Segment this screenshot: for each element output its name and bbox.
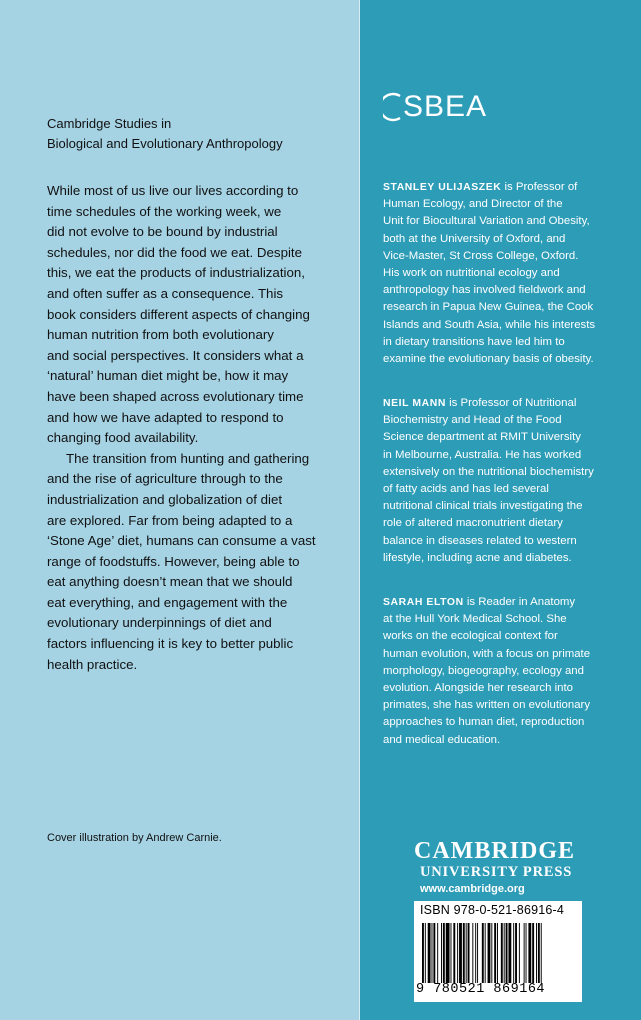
series-title-line: Cambridge Studies in [47,116,172,131]
bio-line: Islands and South Asia, while his interests [383,318,596,331]
barcode-bar [494,923,496,983]
barcode-bar [453,923,455,983]
blurb-line: The transition from hunting and gathering [66,450,310,466]
bio-line: Vice-Master, St Cross College, Oxford. [383,249,579,262]
c-logo-icon [383,90,403,124]
bio-line: evolution. Alongside her research into [383,682,573,695]
csbea-logo [383,90,487,124]
barcode-bar [446,923,450,983]
blurb-line: eat everything, and engagement with the [47,594,288,610]
barcode-bar [506,923,508,983]
bio-line: morphology, biogeography, ecology and [383,664,584,677]
blurb-line: evolutionary underpinnings of diet and [47,615,272,631]
bio-line: and medical education. [383,733,501,746]
barcode-bar [491,923,492,983]
cover-credit: Cover illustration by Andrew Carnie. [47,832,222,844]
barcode-bar [482,923,484,983]
bio-line: in dietary transitions have led him to [383,335,565,348]
bio-line: examine the evolutionary basis of obesity. [383,353,594,366]
bio-line-rest: is Professor of Nutritional [445,397,577,409]
bio-line: primates, she has written on evolutionary [383,699,591,712]
bio-line: in Melbourne, Australia. He has worked [383,448,582,461]
blurb-line: eat anything doesn’t mean that we should [47,574,293,590]
barcode-bar [443,923,445,983]
barcode-bar [472,923,473,983]
barcode-bar [519,923,520,983]
bio-line: extensively on the nutritional biochemistry [383,465,594,478]
author-bio-elton [383,594,615,749]
barcode-bar [528,923,531,983]
blurb-line: and how we have adapted to respond to [47,409,284,425]
bio-line-rest: is Professor of [501,181,578,193]
author-bio-mann [383,395,615,567]
bio-line: role of altered macronutrient dietary [383,517,563,530]
series-title-line: Biological and Evolutionary Anthropology [47,136,283,151]
blurb-paragraph-2 [47,449,352,676]
barcode-bar [508,923,511,983]
bio-line: Human Ecology, and Director of the [383,198,563,211]
blurb-line: and the rise of agriculture through to the [47,471,283,487]
blurb-line: have been shaped across evolutionary time [47,388,304,404]
author-name: NEIL MANN [383,398,446,409]
barcode-bar [513,923,514,983]
bio-line: research in Papua New Guinea, the Cook [383,301,594,314]
barcode-bar [501,923,503,983]
barcode-bar [536,923,537,983]
blurb-line: changing food availability. [47,430,199,446]
isbn-label: ISBN 978-0-521-86916-4 [420,903,565,917]
barcode-bar [477,923,478,983]
barcode-bar [422,923,424,983]
bio-line: Science department at RMIT University [383,431,581,444]
bio-line: human evolution, with a focus on primate [383,647,591,660]
author-name: STANLEY ULIJASZEK [383,182,502,193]
blurb-line: factors influencing it is key to better public [47,636,294,652]
bio-line: approaches to human diet, reproduction [383,716,585,729]
book-blurb [47,181,352,675]
bio-line: nutritional clinical trials investigating the [383,500,583,513]
barcode-bar [466,923,467,983]
barcode-bar [541,923,542,983]
bio-line: both at the University of Oxford, and [383,232,566,245]
blurb-line: did not evolve to be bound by industrial [47,224,278,240]
publisher-press: UNIVERSITY PRESS [420,864,573,880]
bio-line: Biochemistry and Head of the Food [383,414,562,427]
blurb-line: industrialization and globalization of diet [47,491,283,507]
bio-line: His work on nutritional ecology and [383,267,560,280]
barcode-bar [524,923,525,983]
barcode-bar [475,923,476,983]
blurb-line: are explored. Far from being adapted to a [47,512,293,528]
bio-line: anthropology has involved fieldwork and [383,284,586,297]
blurb-line: and often suffer as a consequence. This [47,285,284,301]
publisher-name: CAMBRIDGE [414,838,576,864]
author-bio-ulijaszek [383,179,615,368]
blurb-line: health practice. [47,656,138,672]
bio-line: of fatty acids and has led several [383,483,549,496]
blurb-line: ‘natural’ human diet might be, how it may [47,368,289,384]
bio-first-line [383,395,615,412]
bio-line: at the Hull York Medical School. She [383,613,567,626]
barcode-bar [457,923,458,983]
blurb-line: range of foodstuffs. However, being able to [47,553,300,569]
barcode-bar [463,923,465,983]
barcode-bar [433,923,435,983]
publisher-url: www.cambridge.org [420,883,525,895]
blurb-line: ‘Stone Age’ diet, humans can consume a vast [47,533,316,549]
blurb-line: time schedules of the working week, we [47,203,282,219]
barcode-icon [420,923,576,983]
bio-line: Unit for Biocultural Variation and Obesity, [383,215,590,228]
barcode-bar [504,923,505,983]
publisher-logo [414,838,589,895]
barcode-bar [468,923,470,983]
blurb-line: human nutrition from both evolutionary [47,327,274,343]
blurb-paragraph-1 [47,181,352,449]
author-name: SARAH ELTON [383,597,464,608]
bio-first-line [383,179,615,196]
blurb-line: this, we eat the products of industrialization, [47,265,305,281]
bio-line: lifestyle, including acne and diabetes. [383,551,572,564]
barcode-bar [451,923,452,983]
logo-c-letter: C [383,90,385,91]
logo-text: SBEA [403,90,488,123]
barcode-bar [526,923,527,983]
barcode-bar [437,923,438,983]
bio-first-line [383,594,615,611]
blurb-line: While most of us live our lives according to [47,183,299,198]
bio-line: works on the ecological context for [383,630,558,643]
barcode-bar [425,923,426,983]
barcode-bar [515,923,517,983]
barcode-bar [532,923,534,983]
blurb-line: and social perspectives. It considers what a [47,347,304,363]
barcode-bar [441,923,442,983]
bio-line: balance in diseases related to western [383,534,577,547]
blurb-line: book considers different aspects of changing [47,306,310,322]
barcode-bar [538,923,540,983]
barcode-box [414,901,582,1002]
barcode-number: 9 780521 869164 [416,982,546,997]
bio-line-rest: is Reader in Anatomy [463,596,576,608]
barcode-bar [428,923,431,983]
barcode-bar [485,923,486,983]
barcode-bar [497,923,498,983]
barcode-bar [459,923,462,983]
series-title [47,114,347,154]
barcode-bar [432,923,433,983]
blurb-line: schedules, nor did the food we eat. Despite [47,244,303,260]
barcode-bar [488,923,491,983]
